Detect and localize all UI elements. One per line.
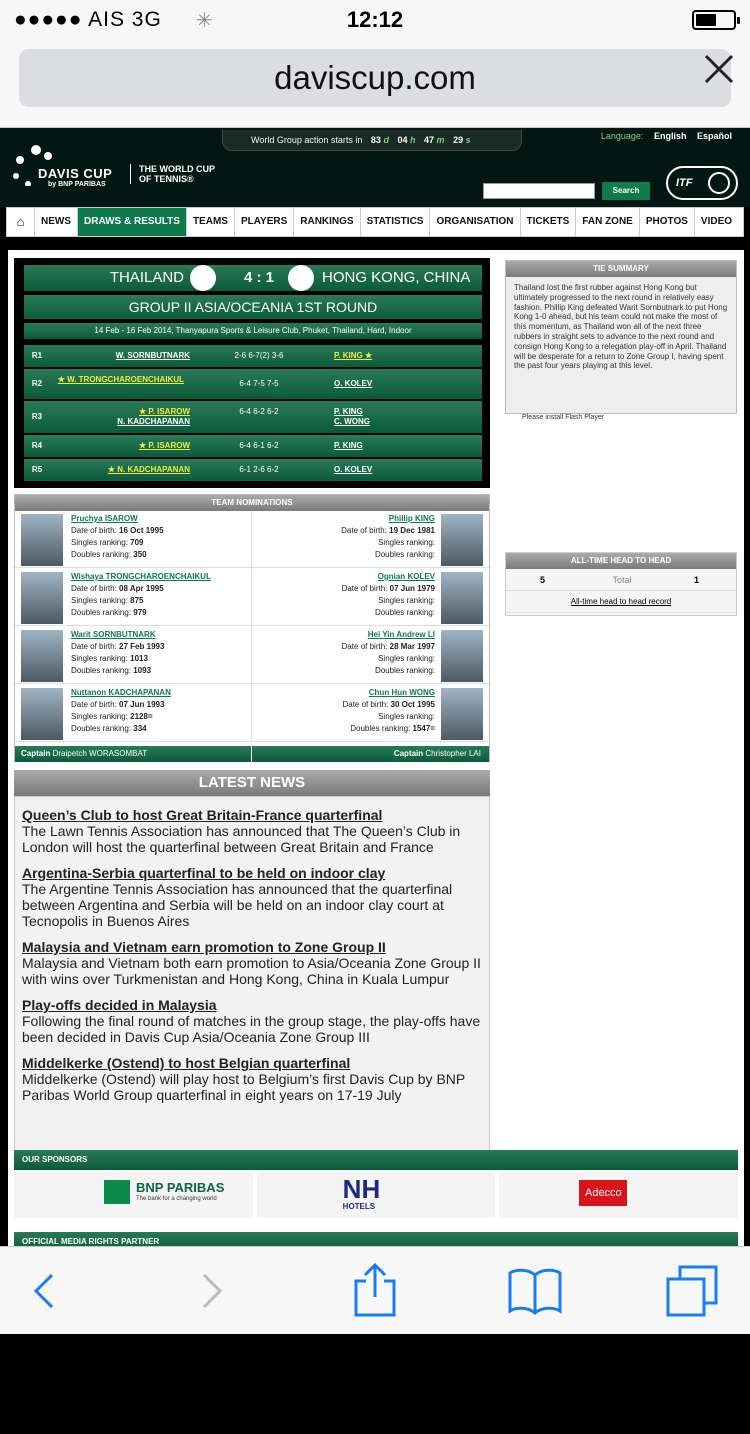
player-name[interactable]: Phillip KING [388, 514, 435, 523]
nomination-row [15, 627, 489, 684]
tie-venue: 14 Feb - 16 Feb 2014, Thanyapura Sports & Leisure Club, Phuket, Thailand, Hard, Indoor [24, 323, 482, 339]
rubber-score[interactable]: 6-1 2-6 6-2 [239, 465, 279, 474]
captains-row [15, 746, 489, 762]
tie-score-bar [24, 265, 482, 291]
search-button[interactable]: Search [602, 182, 650, 200]
player-photo[interactable] [21, 514, 63, 566]
rubber-player[interactable]: ★ P. ISAROW [138, 441, 190, 450]
player-name[interactable]: Chun Hun WONG [368, 688, 435, 697]
nav-news[interactable]: NEWS [35, 208, 78, 236]
h2h-record-link[interactable]: All-time head to head record [506, 591, 736, 613]
nomination-row [15, 511, 489, 568]
h2h-away-wins: 1 [694, 575, 700, 585]
bnp-logo-icon [104, 1180, 130, 1204]
rubber-player[interactable]: P. KING [334, 407, 363, 416]
rubber-player[interactable]: P. KING [334, 441, 363, 450]
player-photo[interactable] [441, 572, 483, 624]
flash-notice: Please install Flash Player [522, 414, 605, 421]
player-dob: 08 Apr 1995 [119, 584, 164, 593]
player-name[interactable]: Warit SORNBUTNARK [71, 630, 156, 639]
tie-summary-panel [505, 260, 737, 414]
player-doubles-ranking: 334 [133, 724, 147, 733]
stop-loading-icon[interactable] [702, 52, 736, 86]
captain-away: Captain Christopher LAI [393, 749, 481, 758]
rubber-player[interactable]: ★ P. ISAROW [138, 407, 190, 416]
rubber-row: R3 ★ P. ISAROW N. KADCHAPANAN 6-4 6-2 6-2 P. KING C. WONG [24, 401, 482, 433]
news-item [22, 807, 482, 855]
lang-english[interactable]: English [653, 131, 687, 141]
home-icon[interactable]: ⌂ [7, 208, 35, 236]
team-nominations [14, 494, 490, 762]
rubber-row: R5 ★ N. KADCHAPANAN 6-1 2-6 6-2 O. KOLEV [24, 459, 482, 481]
tagline: THE WORLD CUP OF TENNIS® [130, 164, 215, 184]
rubber-row: R1 W. SORNBUTNARK 2-6 6-7(2) 3-6 P. KING ★ [24, 345, 482, 367]
news-list [14, 796, 490, 1162]
nav-video[interactable]: VIDEO [700, 216, 733, 227]
countdown-timer [222, 130, 522, 151]
main-nav [6, 207, 744, 237]
head-to-head-panel [505, 552, 737, 616]
nav-tickets[interactable]: TICKETS [521, 208, 577, 236]
player-details: Pruchya ISAROW Date of birth: 16 Oct 1995 Singles ranking: 709 Doubles ranking: 350 [71, 514, 164, 559]
player-doubles-ranking: 350 [133, 550, 147, 559]
nav-draws-results[interactable]: DRAWS & RESULTS [78, 208, 187, 236]
ios-status-bar [0, 0, 750, 40]
player-photo[interactable] [441, 514, 483, 566]
forward-icon[interactable] [196, 1271, 226, 1311]
rubber-player[interactable]: O. KOLEV [334, 465, 373, 474]
lang-espanol[interactable]: Español [696, 131, 732, 141]
sponsors-section [14, 1150, 738, 1250]
news-summary: The Lawn Tennis Association has announced that The Queen’s Club in London will host the quarterfinal between Great Britain and France [22, 823, 461, 855]
player-name[interactable]: Ognian KOLEV [377, 572, 435, 581]
player-name[interactable]: Pruchya ISAROW [71, 514, 138, 523]
player-photo[interactable] [21, 572, 63, 624]
nav-teams[interactable]: TEAMS [187, 208, 235, 236]
latest-news [14, 770, 490, 1434]
nav-statistics[interactable]: STATISTICS [361, 208, 431, 236]
player-doubles-ranking: 979 [133, 608, 147, 617]
h2h-home-wins: 5 [540, 575, 546, 585]
player-name[interactable]: Hei Yin Andrew LI [367, 630, 435, 639]
player-photo[interactable] [441, 688, 483, 740]
tie-score: 4 : 1 [243, 269, 274, 286]
news-headline[interactable]: Middelkerke (Ostend) to host Belgian quarterfinal [22, 1055, 351, 1071]
team-home[interactable]: THAILAND [109, 269, 184, 286]
countdown-mins: 47 m [424, 135, 445, 145]
carrier-signal: ●●●●● AIS 3G [14, 8, 162, 31]
player-singles-ranking: 1013 [130, 654, 148, 663]
rubber-score[interactable]: 2-6 6-7(2) 3-6 [234, 351, 284, 360]
player-details: Wishaya TRONGCHAROENCHAIKUL Date of birth: 08 Apr 1995 Singles ranking: 875 Doubles ranking: 979 [71, 572, 211, 617]
team-away[interactable]: HONG KONG, CHINA [322, 269, 471, 286]
countdown-hours: 04 h [397, 135, 416, 145]
clock: 12:12 [346, 7, 404, 32]
news-headline[interactable]: Play-offs decided in Malaysia [22, 997, 217, 1013]
loading-spinner-icon: ✳ [196, 10, 213, 32]
player-details: Nuttanon KADCHAPANAN Date of birth: 07 Jun 1993 Singles ranking: 2128= Doubles ranking: 334 [71, 688, 171, 733]
player-details: Ognian KOLEV Date of birth: 07 Jun 1979 Singles ranking: Doubles ranking: [341, 572, 435, 617]
news-item [22, 939, 482, 987]
rubber-row: R2 ★ W. TRONGCHAROENCHAIKUL 6-4 7-5 7-5 O. KOLEV [24, 369, 482, 399]
davis-cup-logo[interactable]: DAVIS CUP by BNP PARIBAS [8, 142, 128, 202]
nomination-row [15, 685, 489, 742]
rubber-row: R4 ★ P. ISAROW 6-4 6-1 6-2 P. KING [24, 435, 482, 457]
news-headline[interactable]: Argentina-Serbia quarterfinal to be held on indoor clay [22, 865, 386, 881]
rubber-player[interactable]: P. KING ★ [334, 351, 373, 360]
sponsor-bnp[interactable]: BNP PARIBAS The bank for a changing world [14, 1172, 253, 1218]
player-doubles-ranking: 1093 [133, 666, 152, 675]
player-dob: 30 Oct 1995 [390, 700, 435, 709]
h2h-title: ALL-TIME HEAD TO HEAD [506, 553, 736, 569]
countdown-secs: 29 s [453, 135, 471, 145]
countdown-days: 83 d [370, 135, 389, 145]
news-item [22, 1055, 482, 1103]
news-item [22, 865, 482, 929]
sponsors-title: OUR SPONSORS [14, 1150, 738, 1170]
player-singles-ranking: 875 [130, 596, 144, 605]
player-singles-ranking: 709 [130, 538, 144, 547]
player-dob: 27 Feb 1993 [119, 642, 165, 651]
rubber-score[interactable]: 6-4 6-2 6-2 [239, 407, 279, 416]
player-details: Phillip KING Date of birth: 19 Dec 1981 Singles ranking: Doubles ranking: [341, 514, 435, 559]
nominations-title: TEAM NOMINATIONS [15, 495, 489, 511]
thailand-flag-icon [190, 265, 216, 291]
player-dob: 16 Oct 1995 [119, 526, 164, 535]
player-name[interactable]: Wishaya TRONGCHAROENCHAIKUL [71, 572, 211, 581]
sponsor-adecco[interactable]: Adecco [499, 1172, 738, 1218]
url-field[interactable] [19, 49, 731, 107]
nav-rankings[interactable]: RANKINGS [294, 208, 360, 236]
rubber-player[interactable]: N. KADCHAPANAN [117, 417, 190, 426]
tie-round: GROUP II ASIA/OCEANIA 1ST ROUND [24, 295, 482, 319]
bookmarks-icon[interactable] [506, 1267, 564, 1315]
player-name[interactable]: Nuttanon KADCHAPANAN [71, 688, 171, 697]
player-dob: 19 Dec 1981 [389, 526, 435, 535]
main-content [8, 250, 744, 1250]
back-icon[interactable] [30, 1271, 60, 1311]
tabs-icon[interactable] [664, 1263, 722, 1319]
h2h-total-row [506, 569, 736, 591]
rubber-player[interactable]: C. WONG [334, 417, 370, 426]
media-partner-title: OFFICIAL MEDIA RIGHTS PARTNER [14, 1232, 738, 1252]
rubber-score[interactable]: 6-4 6-1 6-2 [239, 441, 279, 450]
news-summary: Middelkerke (Ostend) will play host to Belgium’s first Davis Cup by BNP Paribas World Group quarterfinal in eight years on 17-19 July [22, 1071, 465, 1103]
news-headline[interactable]: Malaysia and Vietnam earn promotion to Zone Group II [22, 939, 386, 955]
player-singles-ranking: 2128= [130, 712, 153, 721]
battery-icon [692, 10, 736, 30]
player-dob: 07 Jun 1979 [389, 584, 435, 593]
player-dob: 28 Mar 1997 [389, 642, 435, 651]
tie-summary-text: Thailand lost the first rubber against Hong Kong but ultimately progressed to the next round in relatively easy fashion. Phillip King defeated Warit Sornbutnark to put Hong Kong 1-0 ahead, but his team could not make the most of this momentum, as Thailand won all of the next three rubbers in straight sets to advance to the next round and consign Hong Kong to a relegation play-off in April. Thailand will be desperate for a return to Zone Group I, having spent the past four years playing at this level. [514, 283, 728, 371]
nav-organisation[interactable]: ORGANISATION [430, 208, 520, 236]
player-photo[interactable] [21, 688, 63, 740]
nav-players[interactable]: PLAYERS [235, 208, 294, 236]
player-details: Chun Hun WONG Date of birth: 30 Oct 1995 Singles ranking: Doubles ranking: 1547= [342, 688, 435, 733]
rubber-score[interactable]: 6-4 7-5 7-5 [239, 379, 279, 388]
player-doubles-ranking: 1547= [412, 724, 435, 733]
tie-summary-title: TIE SUMMARY [506, 261, 736, 277]
news-summary: The Argentine Tennis Association has announced that the quarterfinal between Argentina and Serbia will be held on an indoor clay court at Tecnopolis in Buenos Aires [22, 881, 453, 929]
share-icon[interactable] [352, 1261, 398, 1317]
news-headline[interactable]: Queen’s Club to host Great Britain-France quarterfinal [22, 807, 383, 823]
nav-photos[interactable]: PHOTOS [640, 208, 695, 236]
browser-address-bar [0, 40, 750, 128]
rubber-player[interactable]: W. SORNBUTNARK [115, 351, 190, 360]
player-dob: 07 Jun 1993 [119, 700, 165, 709]
news-summary: Following the final round of matches in the group stage, the play-offs have been decided in Davis Cup Asia/Oceania Zone Group III [22, 1013, 481, 1045]
news-summary: Malaysia and Vietnam both earn promotion to Asia/Oceania Zone Group II with wins over Turkmenistan and Hong Kong, China in Kuala Lumpur [22, 955, 481, 987]
browser-toolbar [0, 1246, 750, 1334]
player-details: Warit SORNBUTNARK Date of birth: 27 Feb 1993 Singles ranking: 1013 Doubles ranking: 1093 [71, 630, 165, 675]
player-photo[interactable] [441, 630, 483, 682]
search-input[interactable] [483, 183, 595, 199]
cup-icon [708, 172, 730, 194]
nomination-row [15, 569, 489, 626]
player-details: Hei Yin Andrew LI Date of birth: 28 Mar 1997 Singles ranking: Doubles ranking: [341, 630, 435, 675]
player-photo[interactable] [21, 630, 63, 682]
rubber-player[interactable]: ★ N. KADCHAPANAN [107, 465, 190, 474]
news-item [22, 997, 482, 1045]
rubber-player[interactable]: O. KOLEV [334, 379, 373, 388]
language-switcher: Language: English Español [600, 131, 732, 141]
hong-kong-flag-icon [288, 265, 314, 291]
countdown-label: World Group action starts in [251, 135, 363, 145]
site-header [0, 128, 750, 207]
captain-home: Captain Draipetch WORASOMBAT [21, 749, 148, 758]
sponsor-nh[interactable]: NH HOTELS [257, 1172, 496, 1218]
itf-logo[interactable]: ITF [666, 166, 738, 200]
news-title: LATEST NEWS [14, 770, 490, 796]
tie-results-box [14, 258, 490, 488]
h2h-total-label: Total [612, 575, 632, 585]
rubber-player[interactable]: ★ W. TRONGCHAROENCHAIKUL [57, 375, 184, 384]
nav-fan-zone[interactable]: FAN ZONE [576, 208, 640, 236]
url-text: daviscup.com [274, 59, 476, 96]
